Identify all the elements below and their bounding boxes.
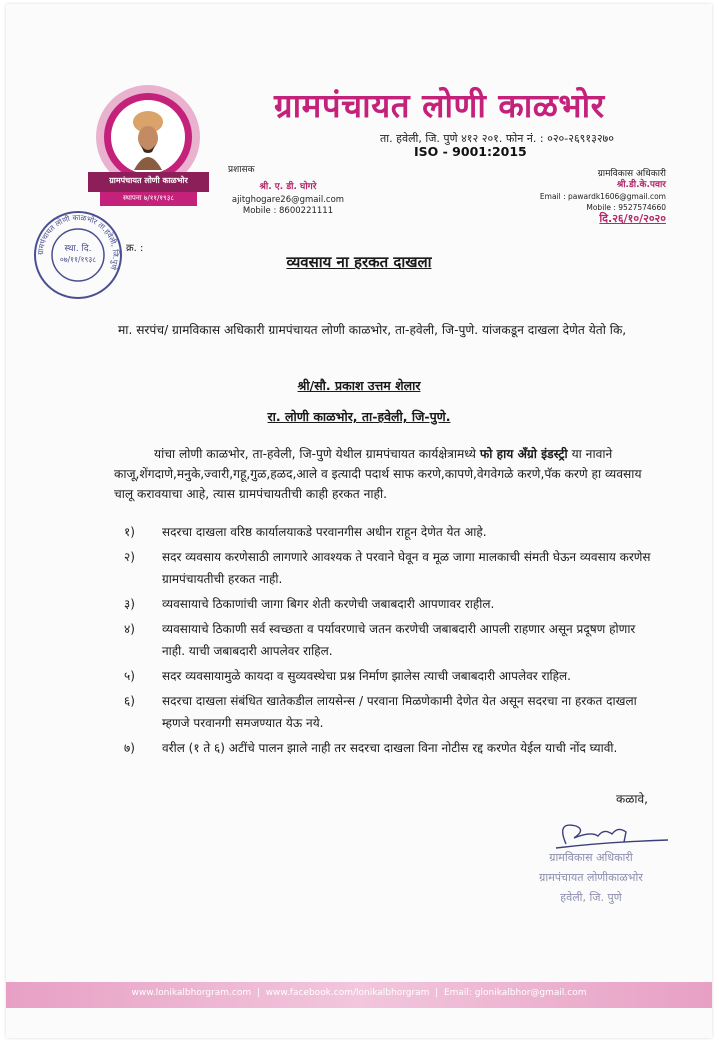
applicant-residence: रा. लोणी काळभोर, ता-हवेली, जि-पुणे.	[267, 409, 451, 424]
sign-stamp-line2: ग्रामपंचायत लोणीकाळभोर	[539, 871, 643, 884]
letter-page	[6, 4, 712, 1038]
administrator-role: प्रशासक	[228, 165, 255, 175]
list-item	[124, 618, 654, 662]
footer-separator: |	[254, 988, 266, 998]
stamp-line1: स्था. दि.	[64, 244, 92, 254]
condition-number: ६)	[124, 694, 135, 708]
footer-website-link[interactable]: www.lonikalbhorgram.com	[131, 988, 252, 998]
gram-panchayat-logo	[86, 82, 211, 212]
officer-name: श्री.डी.के.पवार	[616, 180, 666, 190]
condition-text: व्यवसायाचे ठिकाणी सर्व स्वच्छता व पर्यावरणाचे जतन करणेची जबाबदारी आपली राहणार असून प्रदूषण होणार नाही. याची जबाबदारी आपलेवर राहिल.	[162, 622, 636, 658]
sign-stamp-line1: ग्रामविकास अधिकारी	[549, 851, 633, 864]
condition-text: सदरचा दाखला संबंधित खातेकडील लायसेन्स / परवाना मिळणेकामी देणेत येत असून सदरचा ना हरकत दाखला म्हणजे परवानगी समजण्यात येऊ नये.	[162, 694, 637, 730]
document-heading: व्यवसाय ना हरकत दाखला	[286, 253, 432, 271]
list-item	[124, 546, 654, 590]
footer-facebook-link[interactable]: www.facebook.com/lonikalbhorgram	[265, 988, 430, 998]
stamp-line2: ०७/११/१९३८	[59, 255, 97, 264]
condition-number: ४)	[124, 622, 135, 636]
condition-number: १)	[124, 525, 135, 539]
main-paragraph-end: या नावाने काजू,शेंगदाणे,मनुके,ज्वारी,गहू,गुळ,हळद,आले व इत्यादी पदार्थ साफ करणे,कापणे,वेगवेगळे करणे,पॅक करणे हा व्यवसाय चालू करावयाचा आहे, त्यास ग्रामपंचायतीची काही हरकत नाही.	[114, 447, 642, 501]
main-paragraph	[114, 444, 662, 504]
officer-sign-stamp	[511, 848, 671, 908]
logo-banner-text: ग्रामपंचायत लोणी काळभोर	[109, 176, 188, 185]
officer-role: ग्रामविकास अधिकारी	[597, 169, 666, 179]
condition-number: ७)	[124, 741, 135, 755]
condition-text: व्यवसायाचे ठिकाणांची जागा बिगर शेती करणेची जबाबदारी आपणावर राहील.	[162, 597, 495, 611]
page-title: ग्रामपंचायत लोणी काळभोर	[274, 86, 605, 125]
office-address: ता. हवेली, जि. पुणे ४१२ २०१. फोन नं. : ०२०-२६९१३२७०	[380, 132, 615, 145]
officer-mobile: Mobile : 9527574660	[586, 203, 666, 212]
reference-number: क्र. :	[126, 243, 144, 254]
conditions-list	[124, 521, 654, 762]
logo-established-text: स्थापना ७/११/१९३८	[123, 194, 174, 202]
sign-stamp-line3: हवेली, जि. पुणे	[560, 891, 622, 904]
intro-paragraph: मा. सरपंच/ ग्रामविकास अधिकारी ग्रामपंचायत लोणी काळभोर, ता-हवेली, जि-पुणे. यांजकडून दाखला देणेत येतो कि,	[118, 323, 627, 337]
firm-name: फो हाय अँग्रो इंडस्ट्री	[479, 447, 568, 461]
administrator-email: ajitghogare26@gmail.com	[231, 195, 345, 205]
condition-number: ५)	[124, 669, 135, 683]
condition-text: सदर व्यवसायामुळे कायदा व सुव्यवस्थेचा प्रश्न निर्माण झालेस त्याची जबाबदारी आपलेवर राहिल.	[162, 669, 571, 683]
stamp-ring-text: ग्रामपंचायत लोणी काळभोर ता.हवेली, जि.पुणे	[35, 212, 121, 271]
condition-number: ३)	[124, 597, 135, 611]
administrator-block	[228, 165, 348, 217]
closing-text: कळावे,	[616, 792, 648, 806]
condition-text: वरील (१ ते ६) अटींचे पालन झाले नाही तर सदरचा दाखला विना नोटीस रद्द करणेत येईल याची नोंद घ्यावी.	[162, 741, 618, 755]
condition-text: सदरचा दाखला वरिष्ठ कार्यालयाकडे परवानगीस अधीन राहून देणेत येत आहे.	[162, 525, 487, 539]
main-paragraph-start: यांचा लोणी काळभोर, ता-हवेली, जि-पुणे येथील ग्रामपंचायत कार्यक्षेत्रामध्ये	[154, 447, 480, 461]
list-item	[124, 690, 654, 734]
list-item	[124, 665, 654, 687]
footer-separator: |	[432, 988, 444, 998]
logo-emblem-icon	[86, 82, 211, 212]
iso-certification: ISO - 9001:2015	[414, 144, 527, 159]
footer-email-link[interactable]: Email: glonikalbhor@gmail.com	[443, 988, 587, 998]
condition-text: सदर व्यवसाय करणेसाठी लागणारे आवश्यक ते परवाने घेवून व मूळ जागा मालकाची संमती घेऊन व्यवसाय करणेस ग्रामपंचायतीची हरकत नाही.	[162, 550, 651, 586]
applicant-name: श्री/सौ. प्रकाश उत्तम शेलार	[297, 378, 421, 393]
administrator-mobile: Mobile : 8600221111	[242, 206, 334, 216]
officer-email: Email : pawardk1606@gmail.com	[539, 192, 666, 201]
list-item	[124, 521, 654, 543]
letter-date: दि.२६/१०/२०२०	[599, 212, 666, 225]
footer-contacts	[6, 988, 712, 998]
condition-number: २)	[124, 550, 135, 564]
administrator-name: श्री. ए. डी. घोगरे	[259, 182, 317, 192]
officer-block	[526, 169, 666, 224]
list-item	[124, 737, 654, 759]
list-item	[124, 593, 654, 615]
